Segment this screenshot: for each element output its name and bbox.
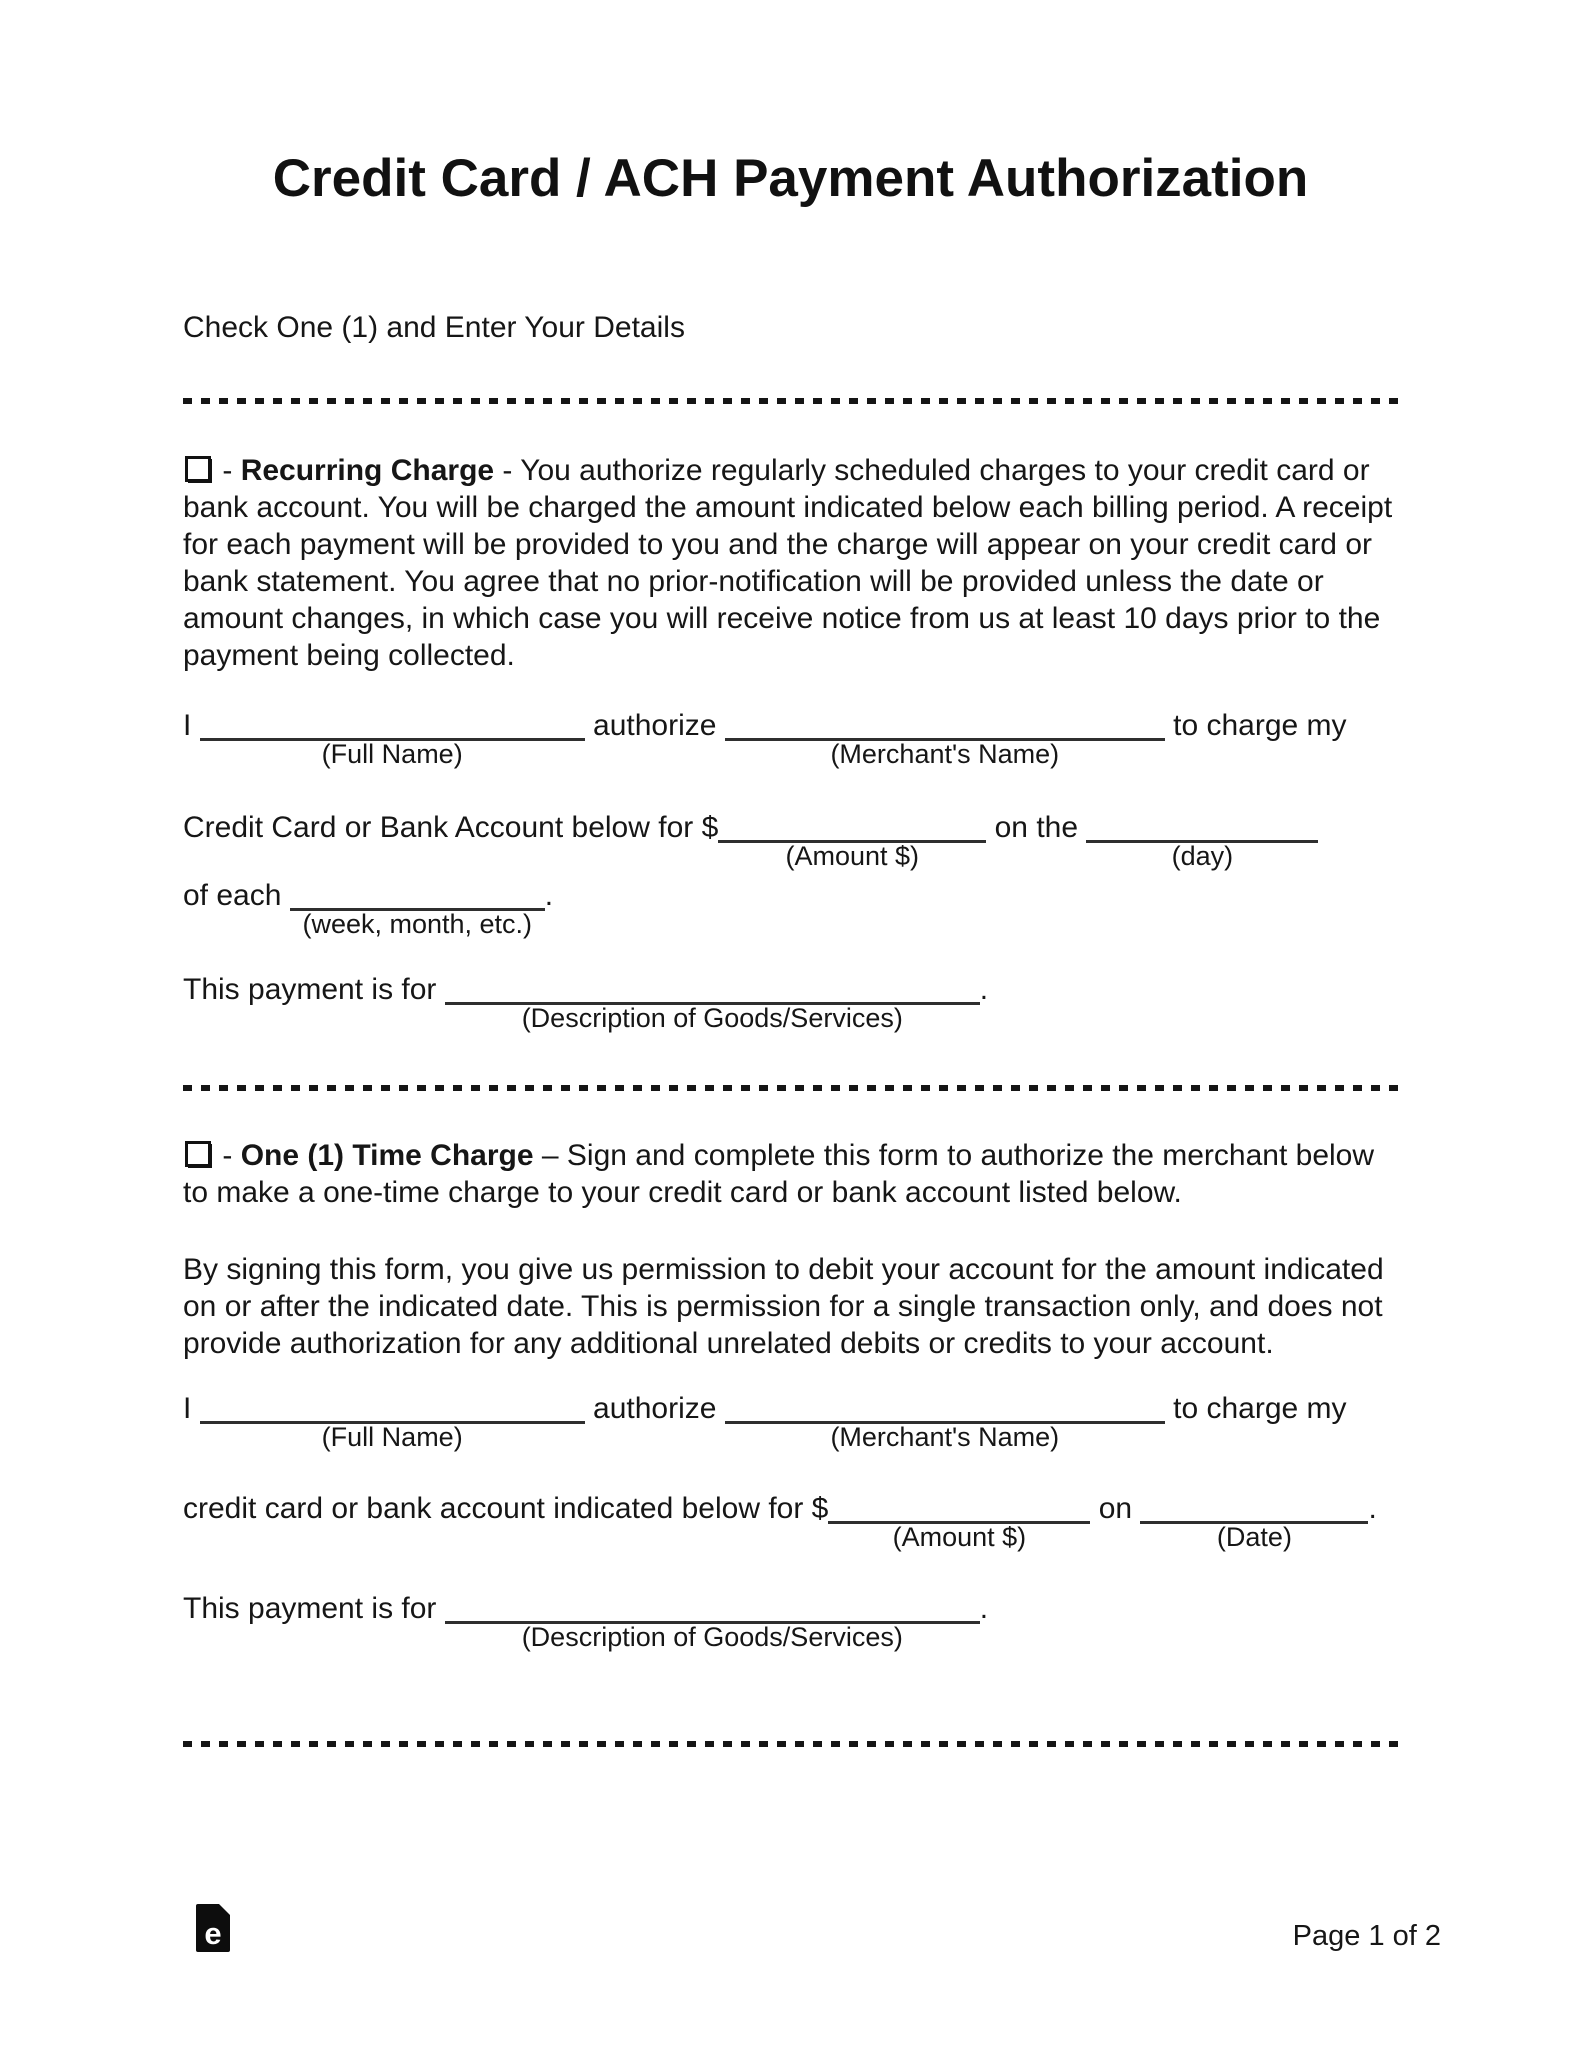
merchant-name-caption: (Merchant's Name)	[830, 739, 1060, 769]
onetime-amount-row	[183, 1490, 1398, 1552]
row-text: of each	[183, 879, 282, 912]
row-text: on	[1098, 1492, 1133, 1525]
row-text: This payment is for	[183, 973, 437, 1006]
one-time-charge-paragraph	[183, 1137, 1398, 1211]
onetime-payment-for-row	[183, 1590, 1398, 1652]
page-fold-icon	[219, 1904, 230, 1915]
amount-blank[interactable]	[828, 1491, 1090, 1552]
dash-text: -	[222, 454, 233, 487]
full-name-caption: (Full Name)	[321, 739, 463, 769]
one-time-charge-checkbox[interactable]	[185, 1141, 211, 1167]
full-name-blank[interactable]	[200, 1391, 585, 1452]
recurring-authorize-row	[183, 707, 1398, 769]
merchant-name-blank[interactable]	[725, 1391, 1165, 1452]
row-text: authorize	[593, 1392, 717, 1425]
merchant-name-caption: (Merchant's Name)	[830, 1422, 1060, 1452]
full-name-blank[interactable]	[200, 708, 585, 769]
payment-description-caption: (Description of Goods/Services)	[521, 1003, 903, 1033]
row-text: to charge my	[1173, 709, 1347, 742]
recurring-payment-for-row	[183, 971, 1398, 1033]
row-text: on the	[994, 811, 1079, 844]
form-instruction: Check One (1) and Enter Your Details	[183, 311, 685, 344]
date-caption: (Date)	[1216, 1522, 1292, 1552]
payment-description-blank[interactable]	[445, 1591, 980, 1652]
amount-blank[interactable]	[718, 810, 986, 871]
payment-description-blank[interactable]	[445, 972, 980, 1033]
eforms-document-logo	[196, 1904, 230, 1952]
one-time-charge-heading: One (1) Time Charge	[240, 1139, 534, 1172]
dash-text: –	[541, 1139, 559, 1172]
frequency-blank[interactable]	[290, 878, 545, 939]
payment-description-caption: (Description of Goods/Services)	[521, 1622, 903, 1652]
row-text: to charge my	[1173, 1392, 1347, 1425]
permission-paragraph: By signing this form, you give us permission to debit your account for the amount indicated on or after the indicated date. This is permission for a single transaction only, and does not provide authorization for any additional unrelated debits or credits to your account.	[183, 1253, 1384, 1360]
frequency-caption: (week, month, etc.)	[302, 909, 533, 939]
dashed-separator	[183, 1741, 1398, 1747]
form-title: Credit Card / ACH Payment Authorization	[272, 149, 1309, 208]
onetime-authorize-row	[183, 1390, 1398, 1452]
full-name-caption: (Full Name)	[321, 1422, 463, 1452]
logo-letter: e	[204, 1916, 222, 1951]
amount-caption: (Amount $)	[892, 1522, 1027, 1552]
one-time-charge-description: Sign and complete this form to authorize the merchant below to make a one-time charge to your credit card or bank account listed below.	[183, 1139, 1375, 1209]
date-blank[interactable]	[1140, 1491, 1368, 1552]
row-text: I	[183, 1392, 192, 1425]
recurring-charge-description: You authorize regularly scheduled charges to your credit card or bank account. You will be charged the amount indicated below each billing period. A receipt for each payment will be provided to you and the charge will appear on your credit card or bank statement. You agree that no prior-notification will be provided unless the date or amount changes, in which case you will receive notice from us at least 10 days prior to the payment being collected.	[183, 454, 1393, 672]
recurring-charge-checkbox[interactable]	[185, 456, 211, 482]
dashed-separator	[183, 1085, 1398, 1091]
row-text: .	[979, 1592, 989, 1625]
row-text: .	[979, 973, 989, 1006]
merchant-name-blank[interactable]	[725, 708, 1165, 769]
dash-text: -	[222, 1139, 233, 1172]
page-number: Page 1 of 2	[1292, 1920, 1441, 1952]
recurring-frequency-row	[183, 877, 1398, 939]
row-text: .	[1368, 1492, 1377, 1525]
row-text: .	[544, 879, 554, 912]
row-text: This payment is for	[183, 1592, 437, 1625]
recurring-charge-heading: Recurring Charge	[240, 454, 495, 487]
row-text: I	[183, 709, 192, 742]
dashed-separator	[183, 398, 1398, 404]
row-text: credit card or bank account indicated below for $	[183, 1492, 829, 1525]
dash-text: -	[502, 454, 513, 487]
row-text: Credit Card or Bank Account below for $	[183, 811, 719, 844]
day-blank[interactable]	[1086, 810, 1318, 871]
recurring-charge-paragraph	[183, 452, 1398, 674]
recurring-amount-row	[183, 809, 1398, 871]
amount-caption: (Amount $)	[785, 841, 920, 871]
day-caption: (day)	[1171, 841, 1234, 871]
row-text: authorize	[593, 709, 717, 742]
